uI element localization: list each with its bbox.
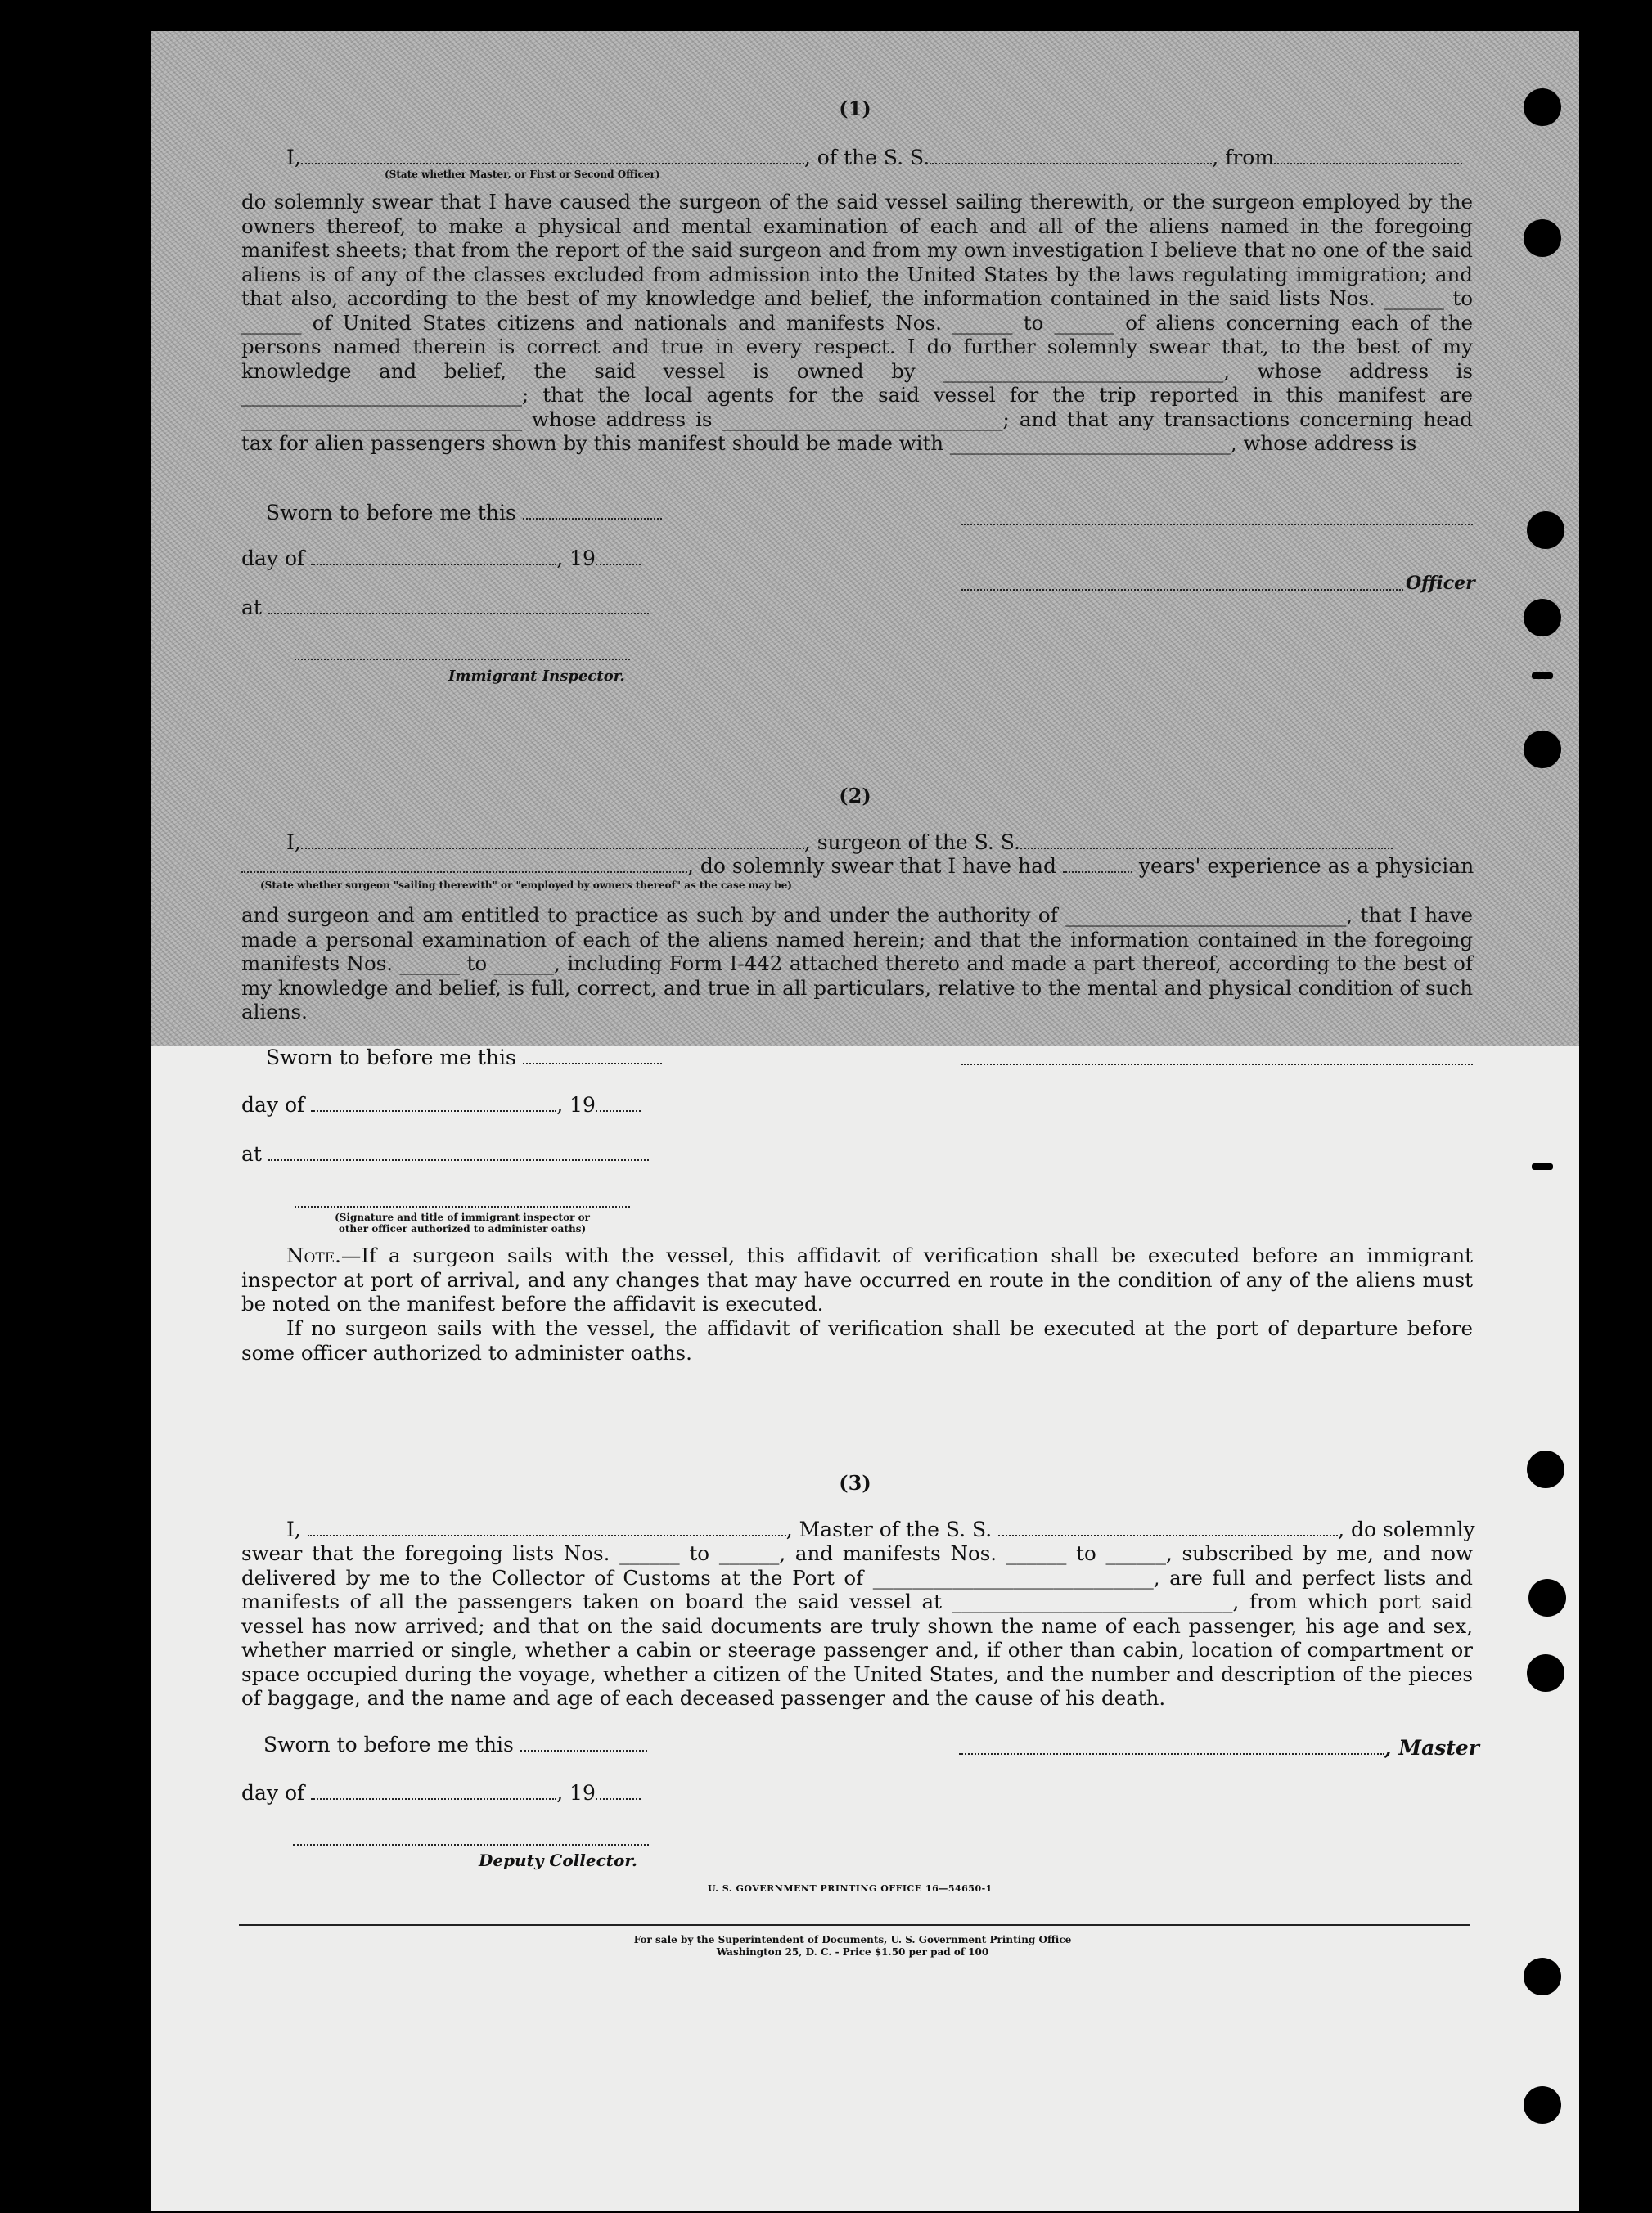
sig-caption-2: other officer authorized to administer oaths) xyxy=(338,1223,587,1235)
sworn-text: Sworn to before me this xyxy=(266,1046,516,1069)
day-field[interactable] xyxy=(311,1798,556,1800)
sale-line-1: For sale by the Superintendent of Documents, U. S. Government Printing Office xyxy=(633,1934,1072,1945)
punch-hole-icon xyxy=(1524,1958,1561,1995)
note-label: Note. xyxy=(286,1244,341,1267)
sig-caption-1: (Signature and title of immigrant inspector or xyxy=(335,1212,590,1223)
day-of-text: day of xyxy=(241,1093,305,1117)
punch-hole-icon xyxy=(1527,1451,1564,1488)
year-text: , 19 xyxy=(556,547,596,570)
footer-rule xyxy=(239,1924,1470,1926)
note-paragraph-2: If no surgeon sails with the vessel, the affidavit of verification shall be executed at the port of departure before some officer authorized to administer oaths. xyxy=(241,1316,1473,1365)
inspector-signature-line[interactable] xyxy=(295,659,630,660)
signature-line[interactable] xyxy=(295,1206,630,1208)
sworn-date-field[interactable] xyxy=(520,1750,647,1752)
officer-signature-line[interactable] xyxy=(961,589,1403,591)
punch-hole-icon xyxy=(1524,599,1561,636)
punch-hole-icon xyxy=(1524,88,1561,126)
master-name-field[interactable] xyxy=(301,163,804,164)
year-field[interactable] xyxy=(596,1110,641,1112)
text-i: I, xyxy=(286,1518,301,1541)
day-of-line-3 xyxy=(241,1781,641,1806)
from-port-field[interactable] xyxy=(1274,163,1462,164)
sworn-date-field[interactable] xyxy=(523,518,662,520)
sworn-text: Sworn to before me this xyxy=(266,501,516,524)
section-2-heading: (2) xyxy=(839,784,871,807)
master-label: , Master xyxy=(1384,1736,1479,1760)
master-signature-line xyxy=(959,1736,1479,1761)
year-text: , 19 xyxy=(556,1781,596,1805)
deputy-signature-line[interactable] xyxy=(293,1844,649,1846)
day-of-line-1 xyxy=(241,547,641,571)
punch-hole-icon xyxy=(1524,731,1561,768)
year-field[interactable] xyxy=(596,564,641,565)
year-field[interactable] xyxy=(596,1798,641,1800)
section-2-line1 xyxy=(286,830,1393,855)
text-years-experience: years' experience as a physician xyxy=(1138,854,1474,878)
sworn-date-field[interactable] xyxy=(523,1063,662,1064)
at-text: at xyxy=(241,1142,262,1166)
day-of-text: day of xyxy=(241,1781,305,1805)
text-i: I, xyxy=(286,830,301,854)
at-line-2 xyxy=(241,1142,649,1167)
section-3-line1 xyxy=(286,1518,1475,1542)
day-of-text: day of xyxy=(241,547,305,570)
punch-hole-icon xyxy=(1524,219,1561,257)
day-of-line-2 xyxy=(241,1093,641,1118)
vessel-name-field[interactable] xyxy=(998,1535,1338,1536)
section-3-heading: (3) xyxy=(839,1471,871,1495)
sworn-text: Sworn to before me this xyxy=(263,1733,514,1756)
surgeon-name-field[interactable] xyxy=(301,848,804,849)
sworn-line-3 xyxy=(263,1733,647,1757)
section-1-line1 xyxy=(286,146,1462,170)
at-text: at xyxy=(241,596,262,619)
sworn-line-2 xyxy=(266,1046,662,1070)
text-from: , from xyxy=(1212,146,1275,169)
degraded-scan-region xyxy=(151,31,1579,1046)
sale-line-2: Washington 25, D. C. - Price $1.50 per pad of 100 xyxy=(716,1946,989,1958)
signature-line[interactable] xyxy=(961,524,1473,525)
punch-hole-icon xyxy=(1524,2086,1561,2124)
section-2-line2 xyxy=(241,854,1474,879)
section-1-heading: (1) xyxy=(839,97,871,120)
note-paragraph-1 xyxy=(241,1244,1473,1316)
text-of-the-ss: , of the S. S. xyxy=(803,146,930,169)
section-3-body: swear that the foregoing lists Nos. ______ to ______, and manifests Nos. ______ to ______, subscribed by me, and now delivered by me to the Collector of Customs at the Port of ____________________________, are full and perfect lists and manifests of all the passengers taken on board the said vessel at ____________________________, from which port said vessel has now arrived; and that on the said documents are truly shown the name of each passenger, his age and sex, whether married or single, whether a cabin or steerage passenger and, if other than cabin, location of compartment or space occupied during the voyage, whether a citizen of the United States, and the number and description of the pieces of baggage, and the name and age of each deceased passenger and the cause of his death. xyxy=(241,1541,1473,1710)
officer-label: Officer xyxy=(1406,573,1475,594)
day-field[interactable] xyxy=(311,1110,556,1112)
gpo-imprint: U. S. GOVERNMENT PRINTING OFFICE 16—54650-1 xyxy=(708,1883,993,1894)
master-name-field[interactable] xyxy=(308,1535,786,1536)
at-line-1 xyxy=(241,596,649,620)
margin-mark xyxy=(1532,672,1553,679)
punch-hole-icon xyxy=(1527,511,1564,549)
years-field[interactable] xyxy=(1063,871,1132,873)
surgeon-signature-line[interactable] xyxy=(961,1064,1473,1065)
text-swear-had: , do solemnly swear that I have had xyxy=(687,854,1057,878)
section-1-body: do solemnly swear that I have caused the surgeon of the said vessel sailing therewith, or the surgeon employed by the owners thereof, to make a physical and mental examination of each and all of the aliens named in the foregoing manifest sheets; that from the report of the said surgeon and from my own investigation I believe that no one of the said aliens is of any of the classes excluded from admission into the United States by the laws regulating immigration; and that also, according to the best of my knowledge and belief, the information contained in the said lists Nos. ______ to ______ of United States citizens and nationals and manifests Nos. ______ to ______ of aliens concerning each of the persons named therein is correct and true in every respect. I do further solemnly swear that, to the best of my knowledge and belief, the said vessel is owned by ____________________________, whose address is ____________________________; that the local agents for the said vessel for the trip reported in this manifest are ____________________________ whose address is ____________________________; and that any transactions concerning head tax for alien passengers shown by this manifest should be made with ____________________________, whose address is xyxy=(241,190,1473,455)
deputy-collector-label: Deputy Collector. xyxy=(479,1851,638,1870)
text-master-of-ss: , Master of the S. S. xyxy=(785,1518,993,1541)
note-text-1: —If a surgeon sails with the vessel, this affidavit of verification shall be executed before an immigrant inspector at port of arrival, and any changes that may have occurred en route in the condition of any of the aliens must be noted on the manifest before the affidavit is executed. xyxy=(241,1244,1473,1316)
text-do-solemnly: , do solemnly xyxy=(1338,1518,1475,1541)
punch-hole-icon xyxy=(1528,1579,1566,1617)
text-i: I, xyxy=(286,146,301,169)
rank-caption: (State whether Master, or First or Second Officer) xyxy=(385,169,660,180)
day-field[interactable] xyxy=(311,564,556,565)
vessel-name-field[interactable] xyxy=(930,163,1212,164)
punch-hole-icon xyxy=(1527,1654,1564,1692)
surgeon-type-field[interactable] xyxy=(241,871,687,873)
at-place-field[interactable] xyxy=(268,613,649,614)
year-text: , 19 xyxy=(556,1093,596,1117)
margin-mark xyxy=(1532,1163,1553,1170)
surgeon-caption: (State whether surgeon "sailing therewith" or "employed by owners thereof" as the case may be) xyxy=(260,879,792,891)
immigrant-inspector-label: Immigrant Inspector. xyxy=(448,668,625,685)
section-2-body: and surgeon and am entitled to practice as such by and under the authority of ____________________________, that I have made a personal examination of each of the aliens named herein; and that the information contained in the foregoing manifests Nos. ______ to ______, including Form I-442 attached thereto and made a part thereof, according to the best of my knowledge and belief, is full, correct, and true in all particulars, relative to the mental and physical condition of such aliens. xyxy=(241,903,1473,1023)
text-surgeon-of-ss: , surgeon of the S. S. xyxy=(803,830,1020,854)
master-signature-field[interactable] xyxy=(959,1753,1384,1755)
vessel-name-field[interactable] xyxy=(1020,848,1393,849)
sworn-line-1 xyxy=(266,501,662,525)
at-place-field[interactable] xyxy=(268,1159,649,1161)
